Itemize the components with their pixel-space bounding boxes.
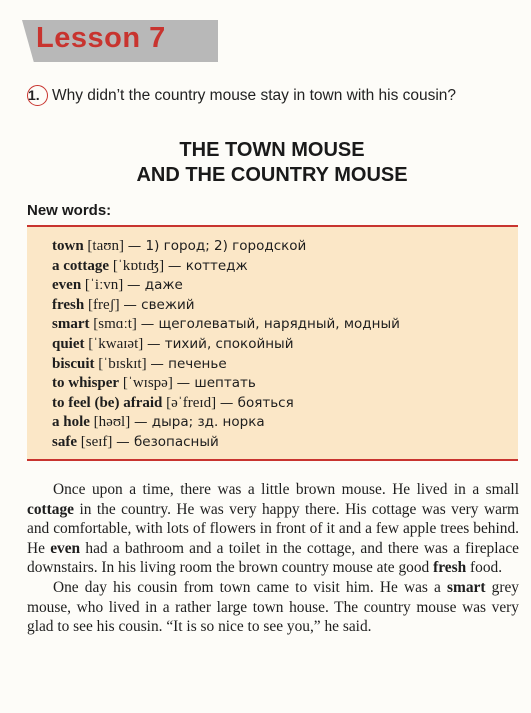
vocab-transcription: [seɪf] [80, 433, 113, 450]
vocab-transcription: [ˈbɪskɪt] [98, 355, 147, 372]
vocab-word: to whisper [52, 375, 120, 392]
vocab-transcription: [freʃ] [87, 296, 120, 313]
story-text [27, 480, 519, 637]
vocab-word: quiet [52, 335, 85, 352]
vocab-transcription: [ˈkwaɪət] [88, 335, 144, 352]
vocab-item [52, 237, 400, 257]
story-highlighted-word: cottage [27, 500, 74, 518]
vocab-item [52, 413, 400, 433]
vocab-meaning: — безопасный [116, 433, 219, 450]
vocab-transcription: [həʊl] [93, 414, 131, 431]
vocab-word: to feel (be) afraid [52, 394, 163, 411]
vocab-meaning: — печенье [150, 355, 227, 372]
story-highlighted-word: even [50, 539, 81, 557]
vocab-meaning: — 1) город; 2) городской [127, 238, 307, 254]
vocab-item [52, 335, 400, 355]
exercise-number-badge: 1. [27, 85, 48, 106]
vocab-item [52, 296, 400, 316]
vocab-meaning: — даже [127, 277, 183, 294]
vocab-item [52, 276, 400, 296]
new-words-label: New words: [27, 202, 112, 219]
vocabulary-box [27, 225, 518, 461]
story-highlighted-word: fresh [433, 559, 467, 577]
story-text-run: grey mouse, who lived in a rather large town house. The country mouse was very glad to see his cousin. “It is so nice to see you,” he said. [27, 578, 519, 636]
story-text-run: had a bathroom and a toilet in the cottage, and there was a fireplace downstairs. In his living room the brown country mouse ate good [27, 539, 519, 577]
vocab-word: safe [52, 433, 77, 450]
vocab-meaning: — бояться [219, 394, 294, 411]
story-highlighted-word: smart [447, 578, 486, 596]
vocab-item [52, 394, 400, 414]
question-text: Why didn’t the country mouse stay in town with his cousin? [52, 87, 457, 104]
vocab-meaning: — коттедж [167, 257, 248, 274]
vocab-word: biscuit [52, 355, 95, 372]
vocab-word: fresh [52, 296, 85, 313]
story-paragraph [27, 480, 519, 578]
vocab-transcription: [ˈwɪspə] [122, 375, 173, 392]
vocab-item [52, 257, 400, 277]
vocab-meaning: — щеголеватый, нарядный, модный [140, 316, 400, 333]
story-title-line-2: AND THE COUNTRY MOUSE [136, 164, 408, 186]
vocab-transcription: [ˈkɒtɪʤ] [112, 257, 165, 274]
vocab-transcription: [taʊn] [87, 238, 124, 254]
story-text-run: One day his cousin from town came to visit him. He was a [53, 578, 448, 596]
vocab-meaning: — дыра; зд. норка [133, 414, 265, 431]
story-text-run: food. [466, 559, 503, 577]
vocab-item [52, 433, 400, 453]
vocab-word: a cottage [52, 257, 110, 274]
story-text-run: Once upon a time, there was a little brown mouse. He lived in a small [53, 481, 519, 498]
story-text-run: in the country. He was very happy there. His cottage was very warm and comfortable, with lots of flowers in front of it and a few apple trees behind. He [27, 500, 519, 557]
vocab-meaning: — свежий [123, 296, 195, 313]
vocab-item [52, 355, 400, 375]
vocab-transcription: [smɑːt] [93, 316, 137, 333]
vocab-transcription: [əˈfreɪd] [166, 394, 217, 411]
vocabulary-list [52, 237, 400, 453]
vocab-item [52, 315, 400, 335]
story-title [27, 138, 517, 188]
vocab-meaning: — шептать [176, 375, 256, 392]
vocab-word: even [52, 277, 82, 294]
exercise-question [27, 85, 519, 106]
lesson-title: Lesson 7 [36, 22, 166, 54]
vocab-word: a hole [52, 414, 90, 431]
vocab-transcription: [ˈiːvn] [84, 277, 124, 294]
story-paragraph [27, 578, 519, 637]
vocab-word: smart [52, 316, 90, 333]
vocab-word: town [52, 238, 84, 254]
vocab-meaning: — тихий, спокойный [146, 335, 294, 352]
story-title-line-1: THE TOWN MOUSE [179, 139, 365, 161]
vocab-item [52, 374, 400, 394]
